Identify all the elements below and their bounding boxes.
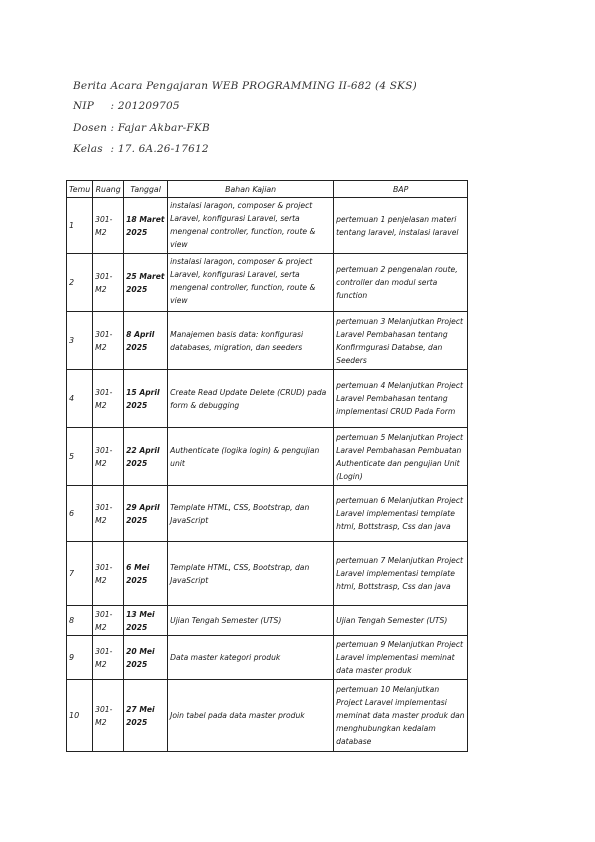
cell-bahan: Data master kategori produk	[168, 636, 334, 680]
cell-bahan: instalasi laragon, composer & project Laravel, konfigurasi Laravel, serta mengenal controller, function, route & view	[168, 198, 334, 254]
cell-temu: 4	[67, 370, 93, 428]
dosen-value: : Fajar Akbar-FKB	[110, 122, 210, 134]
cell-bahan: Ujian Tengah Semester (UTS)	[168, 606, 334, 636]
header-ruang: Ruang	[93, 181, 124, 198]
cell-bap: pertemuan 7 Melanjutkan Project Laravel implementasi template html, Bottstrasp, Css dan java	[334, 542, 468, 606]
cell-tanggal: 25 Maret 2025	[124, 254, 168, 312]
cell-bahan: Template HTML, CSS, Bootstrap, dan JavaScript	[168, 486, 334, 542]
cell-ruang: 301-M2	[93, 198, 124, 254]
table-row	[67, 636, 468, 680]
table-row	[67, 254, 468, 312]
cell-tanggal: 22 April 2025	[124, 428, 168, 486]
doc-title: Berita Acara Pengajaran WEB PROGRAMMING II-682 (4 SKS)	[73, 80, 417, 92]
cell-bahan: Join tabel pada data master produk	[168, 680, 334, 752]
table-row	[67, 606, 468, 636]
cell-tanggal: 6 Mei 2025	[124, 542, 168, 606]
nip-value: : 201209705	[110, 100, 180, 112]
cell-bap: pertemuan 9 Melanjutkan Project Laravel implementasi meminat data master produk	[334, 636, 468, 680]
cell-temu: 3	[67, 312, 93, 370]
dosen-label: Dosen	[73, 122, 108, 134]
nip-line	[73, 100, 180, 112]
cell-temu: 1	[67, 198, 93, 254]
nip-label: NIP	[73, 100, 95, 112]
cell-bap: pertemuan 6 Melanjutkan Project Laravel implementasi template html, Bottstrasp, Css dan java	[334, 486, 468, 542]
cell-temu: 10	[67, 680, 93, 752]
cell-ruang: 301-M2	[93, 606, 124, 636]
cell-ruang: 301-M2	[93, 486, 124, 542]
cell-temu: 6	[67, 486, 93, 542]
cell-ruang: 301-M2	[93, 636, 124, 680]
cell-ruang: 301-M2	[93, 428, 124, 486]
cell-tanggal: 29 April 2025	[124, 486, 168, 542]
cell-bap: pertemuan 2 pengenalan route, controller dan modul serta function	[334, 254, 468, 312]
cell-ruang: 301-M2	[93, 312, 124, 370]
dosen-line	[73, 122, 210, 134]
table-row	[67, 680, 468, 752]
cell-temu: 8	[67, 606, 93, 636]
cell-bap: pertemuan 3 Melanjutkan Project Laravel Pembahasan tentang Konfirmgurasi Databse, dan Seeders	[334, 312, 468, 370]
cell-temu: 9	[67, 636, 93, 680]
teaching-log-table	[66, 180, 468, 752]
header-bap: BAP	[334, 181, 468, 198]
table-row	[67, 542, 468, 606]
cell-bahan: Authenticate (logika login) & pengujian unit	[168, 428, 334, 486]
table-row	[67, 486, 468, 542]
cell-temu: 7	[67, 542, 93, 606]
cell-bap: pertemuan 4 Melanjutkan Project Laravel Pembahasan tentang implementasi CRUD Pada Form	[334, 370, 468, 428]
cell-bap: pertemuan 10 Melanjutkan Project Laravel implementasi meminat data master produk dan menghubungkan kedalam database	[334, 680, 468, 752]
cell-ruang: 301-M2	[93, 370, 124, 428]
cell-tanggal: 20 Mei 2025	[124, 636, 168, 680]
cell-bahan: Create Read Update Delete (CRUD) pada form & debugging	[168, 370, 334, 428]
header-temu: Temu	[67, 181, 93, 198]
cell-ruang: 301-M2	[93, 680, 124, 752]
kelas-line	[73, 143, 209, 155]
table-row	[67, 312, 468, 370]
kelas-value: : 17. 6A.26-17612	[110, 143, 209, 155]
table-row	[67, 198, 468, 254]
cell-bap: pertemuan 5 Melanjutkan Project Laravel Pembahasan Pembuatan Authenticate dan pengujian Unit (Login)	[334, 428, 468, 486]
cell-bap: pertemuan 1 penjelasan materi tentang laravel, instalasi laravel	[334, 198, 468, 254]
cell-bap: Ujian Tengah Semester (UTS)	[334, 606, 468, 636]
cell-tanggal: 8 April 2025	[124, 312, 168, 370]
cell-temu: 2	[67, 254, 93, 312]
cell-tanggal: 18 Maret 2025	[124, 198, 168, 254]
cell-tanggal: 27 Mei 2025	[124, 680, 168, 752]
cell-ruang: 301-M2	[93, 254, 124, 312]
cell-bahan: instalasi laragon, composer & project Laravel, konfigurasi Laravel, serta mengenal controller, function, route & view	[168, 254, 334, 312]
table-row	[67, 370, 468, 428]
header-tanggal: Tanggal	[124, 181, 168, 198]
cell-bahan: Template HTML, CSS, Bootstrap, dan JavaScript	[168, 542, 334, 606]
table-header-row	[67, 181, 468, 198]
cell-tanggal: 13 Mei 2025	[124, 606, 168, 636]
table-row	[67, 428, 468, 486]
cell-temu: 5	[67, 428, 93, 486]
header-bahan-kajian: Bahan Kajian	[168, 181, 334, 198]
kelas-label: Kelas	[73, 143, 103, 155]
cell-ruang: 301-M2	[93, 542, 124, 606]
cell-tanggal: 15 April 2025	[124, 370, 168, 428]
cell-bahan: Manajemen basis data: konfigurasi databases, migration, dan seeders	[168, 312, 334, 370]
